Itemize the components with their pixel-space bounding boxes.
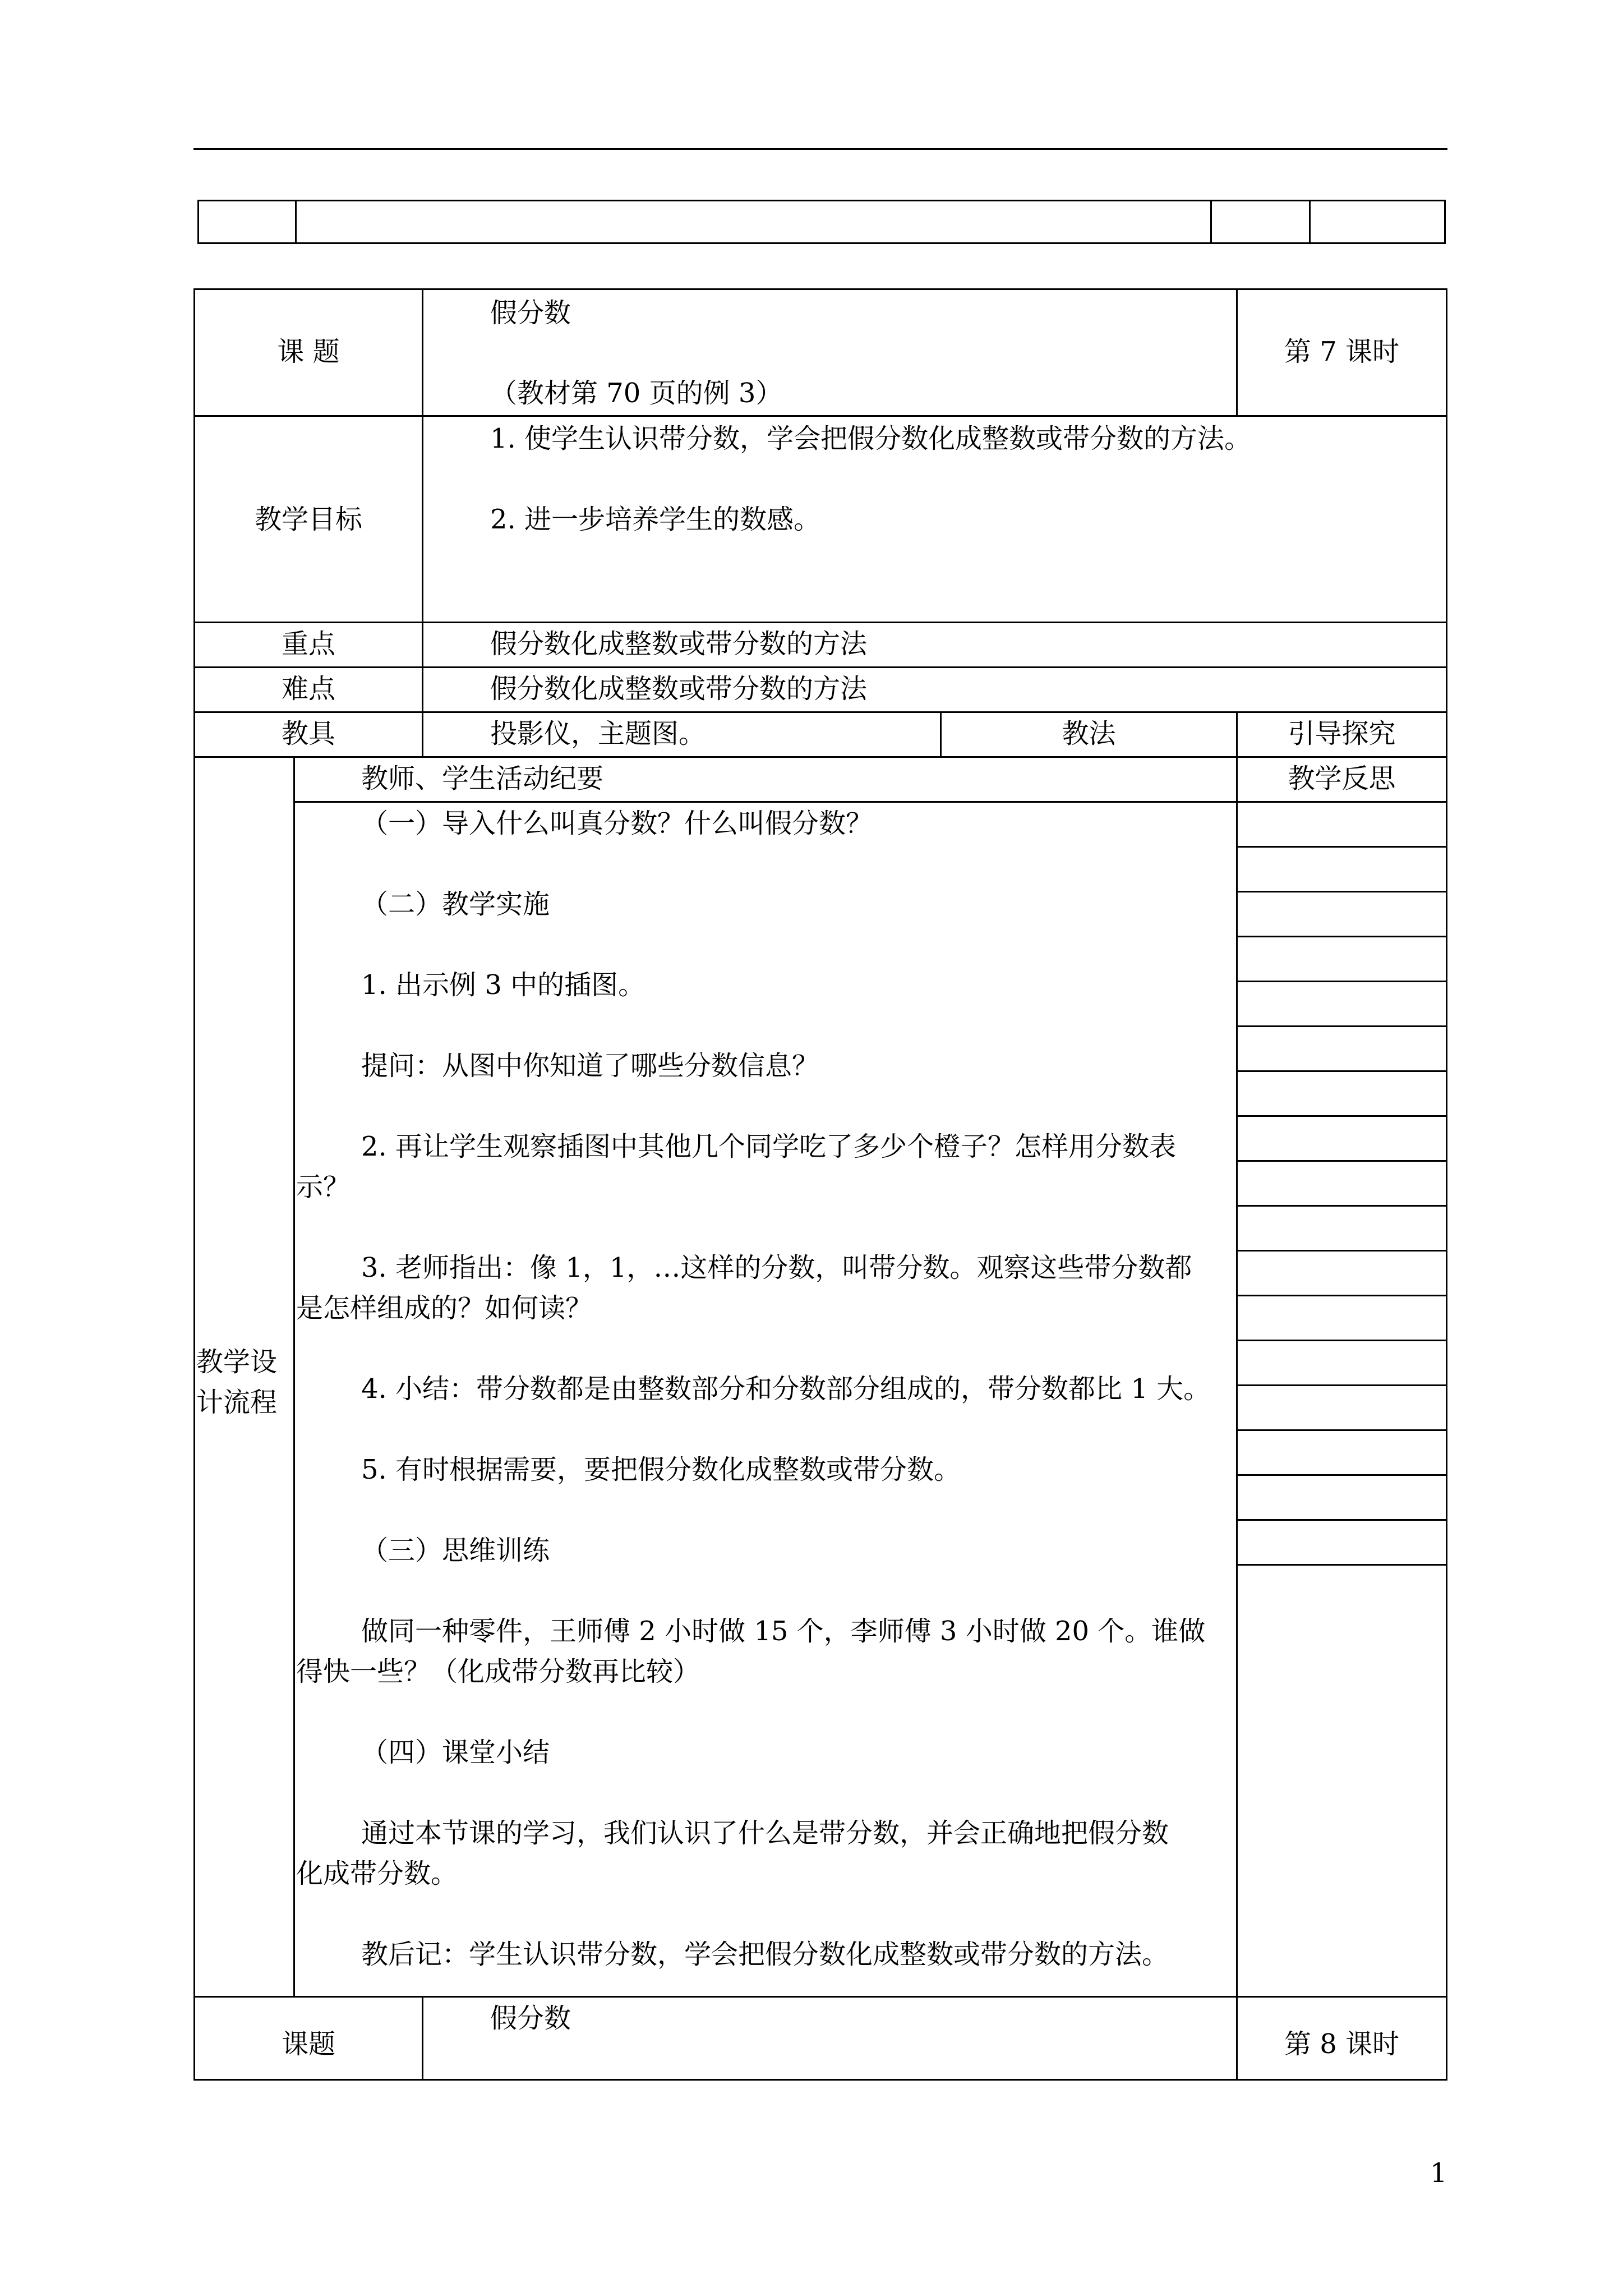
- header-rule: [193, 148, 1447, 150]
- objective-2: 2. 进一步培养学生的数感。: [490, 504, 821, 535]
- teaching-aids: 投影仪，主题图。: [490, 718, 706, 749]
- activities-header: 教师、学生活动纪要: [361, 763, 604, 794]
- reflection-header: 教学反思: [1288, 763, 1396, 794]
- activity-line: 2. 再让学生观察插图中其他几个同学吃了多少个橙子？怎样用分数表: [361, 1131, 1177, 1162]
- period-label: 第 7 课时: [1284, 336, 1400, 367]
- title-label: 课 题: [277, 336, 340, 367]
- activity-line: （一）导入什么叫真分数？什么叫假分数？: [361, 808, 873, 839]
- lesson-title-source: （教材第 70 页的例 3）: [490, 378, 783, 409]
- activity-line: （三）思维训练: [361, 1535, 550, 1566]
- key-point-label: 重点: [281, 628, 335, 660]
- method-label: 教法: [1062, 718, 1116, 749]
- lesson-title: 假分数: [490, 297, 571, 329]
- objective-1: 1. 使学生认识带分数，学会把假分数化成整数或带分数的方法。: [490, 423, 1252, 454]
- activity-line: 教后记：学生认识带分数，学会把假分数化成整数或带分数的方法。: [361, 1939, 1169, 1970]
- activity-line: 得快一些？（化成带分数再比较）: [296, 1656, 700, 1687]
- page-number: 1: [1430, 2157, 1447, 2189]
- activity-line: 5. 有时根据需要，要把假分数化成整数或带分数。: [361, 1454, 961, 1485]
- next-period-label: 第 8 课时: [1284, 2028, 1400, 2060]
- flow-label-line2: 计流程: [196, 1387, 278, 1418]
- activity-line: 示？: [296, 1171, 351, 1203]
- aids-label: 教具: [281, 718, 335, 749]
- activity-line: （二）教学实施: [361, 889, 550, 920]
- activity-line: （四）课堂小结: [361, 1737, 550, 1768]
- activity-line: 3. 老师指出：像 1，1，…这样的分数，叫带分数。观察这些带分数都: [361, 1252, 1192, 1283]
- activity-line: 1. 出示例 3 中的插图。: [361, 969, 645, 1001]
- activity-line: 4. 小结：带分数都是由整数部分和分数部分组成的，带分数都比 1 大。: [361, 1373, 1211, 1405]
- activity-line: 提问：从图中你知道了哪些分数信息？: [361, 1050, 819, 1082]
- difficulty: 假分数化成整数或带分数的方法: [490, 673, 868, 705]
- activity-line: 是怎样组成的？如何读？: [296, 1292, 593, 1324]
- key-point: 假分数化成整数或带分数的方法: [490, 628, 868, 660]
- difficulty-label: 难点: [281, 673, 335, 705]
- activity-line: 化成带分数。: [296, 1858, 458, 1889]
- flow-label-line1: 教学设: [196, 1346, 278, 1378]
- objectives-label: 教学目标: [254, 504, 362, 535]
- activity-line: 做同一种零件，王师傅 2 小时做 15 个，李师傅 3 小时做 20 个。谁做: [361, 1616, 1206, 1647]
- teaching-method: 引导探究: [1288, 718, 1396, 749]
- next-lesson-title: 假分数: [490, 2003, 571, 2034]
- next-title-label: 课题: [281, 2028, 335, 2060]
- activity-line: 通过本节课的学习，我们认识了什么是带分数，并会正确地把假分数: [361, 1818, 1169, 1849]
